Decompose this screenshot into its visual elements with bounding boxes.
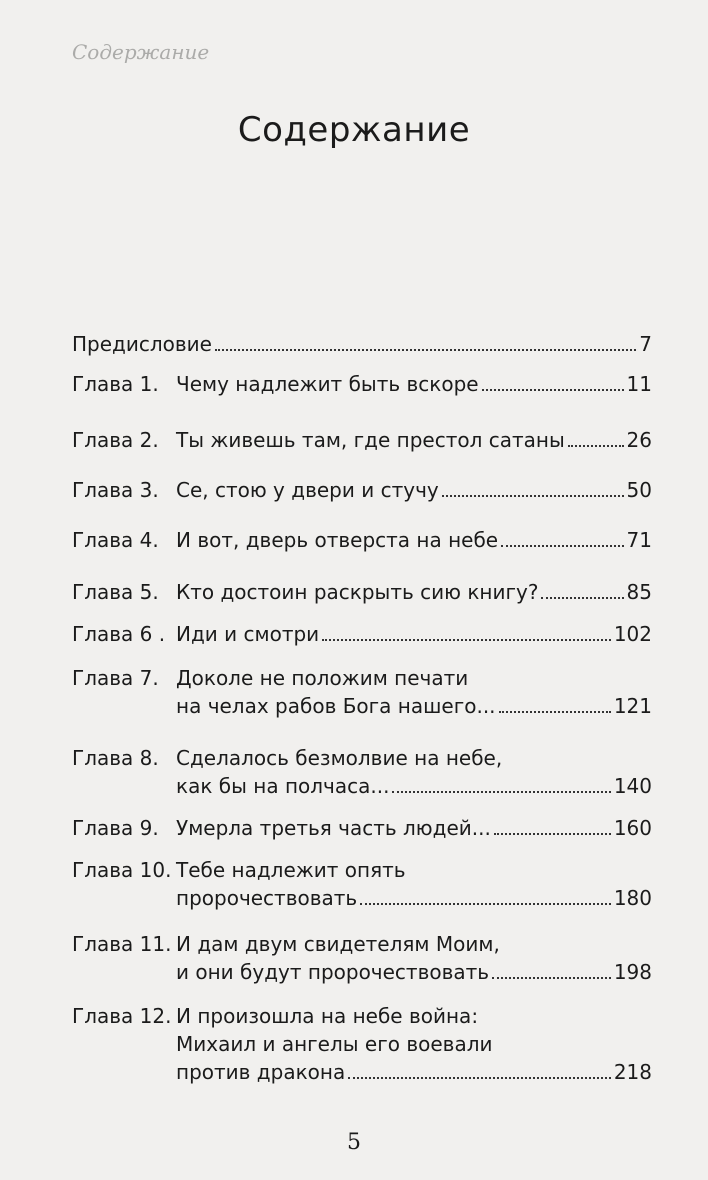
chapter-title-line: Сделалось безмолвие на небе, — [176, 746, 503, 770]
chapter-title — [176, 664, 652, 720]
chapter-title — [176, 476, 652, 504]
chapter-number: Глава 3. — [72, 478, 159, 502]
leader-dots — [494, 833, 611, 835]
leader-dots — [348, 1077, 611, 1079]
preface-page: 7 — [639, 332, 652, 356]
toc-preface[interactable] — [72, 330, 652, 358]
chapter-number: Глава 4. — [72, 528, 159, 552]
chapter-page: 140 — [613, 774, 652, 798]
chapter-page: 102 — [613, 622, 652, 646]
chapter-title — [176, 1002, 652, 1086]
chapter-number: Глава 10. — [72, 858, 172, 882]
chapter-title-line: Чему надлежит быть вскоре — [176, 372, 479, 396]
leader-dots — [541, 597, 623, 599]
chapter-title-line: на челах рабов Бога нашего... — [176, 694, 496, 718]
leader-dots — [322, 639, 611, 641]
leader-dots — [215, 349, 636, 351]
chapter-title — [176, 744, 652, 800]
chapter-title-line: Тебе надлежит опять — [176, 858, 406, 882]
page-number: 5 — [347, 1130, 361, 1155]
chapter-number: Глава 11. — [72, 932, 172, 956]
chapter-page: 160 — [613, 816, 652, 840]
chapter-number: Глава 6 . — [72, 622, 166, 646]
chapter-title-line: И произошла на небе война: — [176, 1004, 479, 1028]
chapter-title-line: как бы на полчаса... — [176, 774, 390, 798]
chapter-page: 26 — [626, 428, 652, 452]
leader-dots — [482, 389, 624, 391]
chapter-title-line: и они будут пророчествовать — [176, 960, 490, 984]
leader-dots — [492, 977, 611, 979]
chapter-title — [176, 526, 652, 554]
chapter-page: 71 — [626, 528, 652, 552]
chapter-number: Глава 12. — [72, 1004, 172, 1028]
chapter-title-line: Иди и смотри — [176, 622, 320, 646]
chapter-title-line: против дракона — [176, 1060, 346, 1084]
chapter-page: 198 — [613, 960, 652, 984]
leader-dots — [501, 545, 623, 547]
chapter-title — [176, 426, 652, 454]
chapter-title — [176, 370, 652, 398]
chapter-title — [176, 620, 652, 648]
chapter-title-line: И дам двум свидетелям Моим, — [176, 932, 500, 956]
chapter-title — [176, 856, 652, 912]
bleed-through-header: Содержание — [72, 40, 210, 64]
leader-dots — [392, 791, 610, 793]
chapter-page: 218 — [613, 1060, 652, 1084]
chapter-number: Глава 9. — [72, 816, 159, 840]
chapter-title-line: И вот, дверь отверста на небе — [176, 528, 499, 552]
chapter-page: 11 — [626, 372, 652, 396]
preface-label: Предисловие — [72, 332, 212, 356]
chapter-title — [176, 930, 652, 986]
page-title: Содержание — [237, 110, 471, 150]
chapter-title-line: Се, стою у двери и стучу — [176, 478, 439, 502]
leader-dots — [499, 711, 611, 713]
chapter-page: 121 — [613, 694, 652, 718]
chapter-number: Глава 2. — [72, 428, 159, 452]
chapter-title-line: Кто достоин раскрыть сию книгу? — [176, 580, 539, 604]
leader-dots — [568, 445, 624, 447]
chapter-number: Глава 5. — [72, 580, 159, 604]
chapter-title-line: Доколе не положим печати — [176, 666, 469, 690]
chapter-title-line: Умерла третья часть людей... — [176, 816, 491, 840]
chapter-number: Глава 8. — [72, 746, 159, 770]
chapter-title-line: пророчествовать — [176, 886, 358, 910]
chapter-title — [176, 814, 652, 842]
chapter-page: 180 — [613, 886, 652, 910]
leader-dots — [360, 903, 611, 905]
chapter-number: Глава 1. — [72, 372, 159, 396]
chapter-title — [176, 578, 652, 606]
chapter-title-line: Ты живешь там, где престол сатаны — [176, 428, 565, 452]
chapter-page: 50 — [626, 478, 652, 502]
leader-dots — [442, 495, 624, 497]
chapter-number: Глава 7. — [72, 666, 159, 690]
chapter-title-line: Михаил и ангелы его воевали — [176, 1032, 493, 1056]
chapter-page: 85 — [626, 580, 652, 604]
